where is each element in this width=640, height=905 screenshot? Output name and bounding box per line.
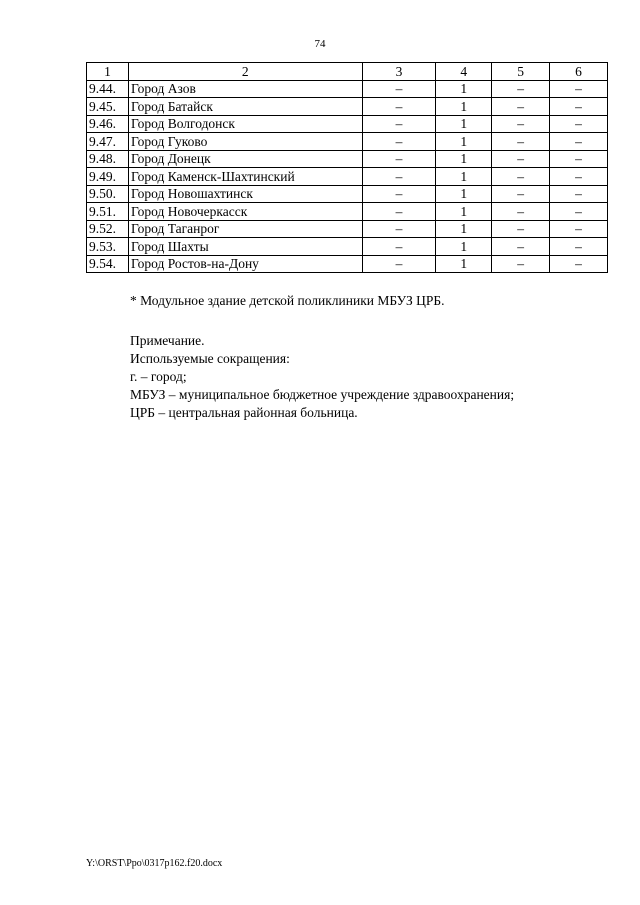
table-cell: – <box>362 203 436 221</box>
table-cell: – <box>492 203 550 221</box>
table-cell: – <box>550 185 608 203</box>
row-number: 9.44. <box>87 80 129 98</box>
table-cell: – <box>362 255 436 273</box>
city-name: Город Волгодонск <box>128 115 362 133</box>
table-cell: – <box>550 238 608 256</box>
table-row <box>87 185 608 203</box>
column-header: 4 <box>436 63 492 81</box>
table-row <box>87 150 608 168</box>
table-cell: – <box>492 185 550 203</box>
table-cell: – <box>492 238 550 256</box>
row-number: 9.46. <box>87 115 129 133</box>
row-number: 9.53. <box>87 238 129 256</box>
table-cell: – <box>492 115 550 133</box>
row-number: 9.45. <box>87 98 129 116</box>
city-name: Город Донецк <box>128 150 362 168</box>
table-row <box>87 115 608 133</box>
table-row <box>87 133 608 151</box>
city-name: Город Гуково <box>128 133 362 151</box>
table-cell: 1 <box>436 98 492 116</box>
table-cell: 1 <box>436 150 492 168</box>
table-cell: 1 <box>436 220 492 238</box>
table-cell: – <box>362 238 436 256</box>
table-cell: 1 <box>436 185 492 203</box>
notes-section <box>130 292 610 422</box>
city-name: Город Ростов-на-Дону <box>128 255 362 273</box>
table-cell: 1 <box>436 115 492 133</box>
table-row <box>87 255 608 273</box>
table-row <box>87 168 608 186</box>
table-cell: – <box>550 220 608 238</box>
table-cell: – <box>550 150 608 168</box>
file-path: Y:\ORST\Ppo\0317p162.f20.docx <box>86 858 223 869</box>
table-cell: – <box>362 115 436 133</box>
table-row <box>87 220 608 238</box>
note-intro: Используемые сокращения: <box>130 351 290 366</box>
row-number: 9.47. <box>87 133 129 151</box>
column-header: 2 <box>128 63 362 81</box>
row-number: 9.49. <box>87 168 129 186</box>
city-name: Город Каменск-Шахтинский <box>128 168 362 186</box>
table-cell: – <box>362 168 436 186</box>
table-cell: – <box>550 203 608 221</box>
table-cell: – <box>362 150 436 168</box>
row-number: 9.48. <box>87 150 129 168</box>
row-number: 9.54. <box>87 255 129 273</box>
column-header: 1 <box>87 63 129 81</box>
table-cell: 1 <box>436 255 492 273</box>
abbreviation-line: г. – город; <box>130 369 187 384</box>
table-cell: 1 <box>436 80 492 98</box>
city-name: Город Азов <box>128 80 362 98</box>
table-row <box>87 238 608 256</box>
city-name: Город Батайск <box>128 98 362 116</box>
table-cell: – <box>492 150 550 168</box>
city-name: Город Шахты <box>128 238 362 256</box>
data-table <box>86 62 608 273</box>
city-name: Город Новошахтинск <box>128 185 362 203</box>
city-name: Город Новочеркасск <box>128 203 362 221</box>
column-header: 3 <box>362 63 436 81</box>
row-number: 9.50. <box>87 185 129 203</box>
table-cell: – <box>492 98 550 116</box>
table-row <box>87 80 608 98</box>
table-cell: 1 <box>436 133 492 151</box>
table-cell: – <box>492 255 550 273</box>
table-cell: – <box>492 220 550 238</box>
table-cell: – <box>550 168 608 186</box>
table-cell: 1 <box>436 168 492 186</box>
table-cell: – <box>550 133 608 151</box>
table-cell: – <box>550 255 608 273</box>
table-cell: – <box>362 98 436 116</box>
table-cell: – <box>362 185 436 203</box>
table-cell: – <box>362 80 436 98</box>
table-row <box>87 203 608 221</box>
row-number: 9.52. <box>87 220 129 238</box>
table-cell: 1 <box>436 238 492 256</box>
table-cell: – <box>492 168 550 186</box>
table-cell: – <box>550 98 608 116</box>
table-cell: – <box>492 133 550 151</box>
table-cell: – <box>550 80 608 98</box>
abbreviation-line: МБУЗ – муниципальное бюджетное учреждение здравоохранения; <box>130 387 515 402</box>
footnote: * Модульное здание детской поликлиники МБУЗ ЦРБ. <box>130 293 445 308</box>
city-name: Город Таганрог <box>128 220 362 238</box>
table-cell: 1 <box>436 203 492 221</box>
abbreviation-line: ЦРБ – центральная районная больница. <box>130 405 358 420</box>
table-cell: – <box>362 133 436 151</box>
table-row <box>87 98 608 116</box>
column-header: 5 <box>492 63 550 81</box>
row-number: 9.51. <box>87 203 129 221</box>
note-title: Примечание. <box>130 333 205 348</box>
column-header: 6 <box>550 63 608 81</box>
table-cell: – <box>362 220 436 238</box>
table-cell: – <box>550 115 608 133</box>
table-cell: – <box>492 80 550 98</box>
page-number: 74 <box>314 38 326 50</box>
table-header-row <box>87 63 608 81</box>
